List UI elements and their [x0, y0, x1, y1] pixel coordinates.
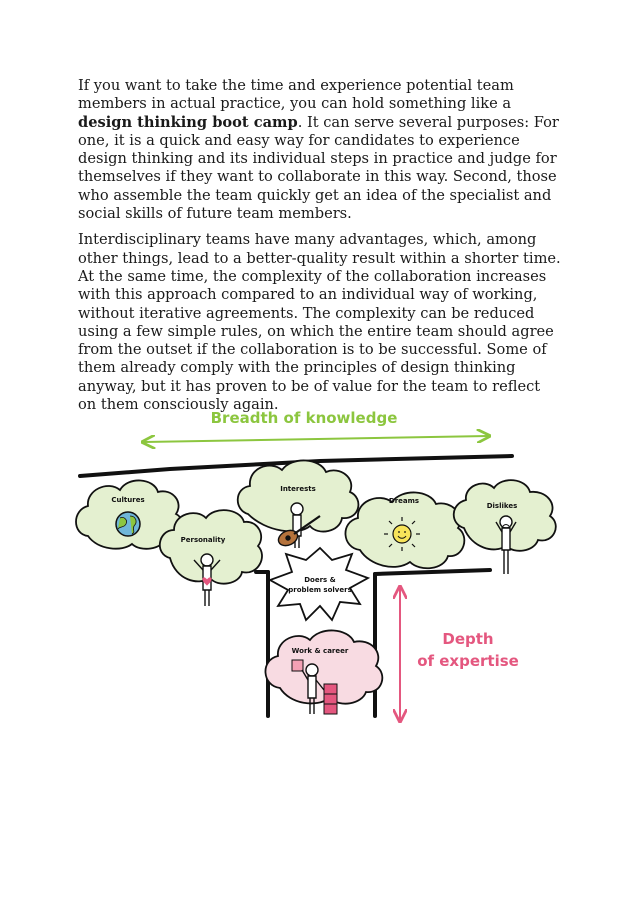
cloud-work-label: Work & career: [291, 647, 349, 655]
paragraph-1-end: . It can serve several purposes: For one, it is a quick and easy way for candidates to experience design thinking and its individual steps in practice and judge for themselves if they want to collaborate in this way. Second, those who assemble the team quickly get an idea of the specialist and social skills of future team members.: [78, 113, 559, 223]
cloud-personality-label: Personality: [180, 536, 226, 544]
cloud-work-career: [265, 630, 382, 714]
cloud-dislikes: [454, 480, 556, 574]
depth-label-line1: Depth: [442, 630, 494, 648]
t-shape-right-corner: [375, 570, 490, 574]
cloud-personality: [160, 510, 262, 606]
depth-label-line2: of expertise: [417, 652, 519, 670]
boot-camp-term: design thinking boot camp: [78, 113, 298, 131]
cloud-interests-label: Interests: [280, 485, 316, 493]
starburst-shape: [270, 548, 368, 620]
breadth-of-knowledge-label: Breadth of knowledge: [210, 409, 398, 427]
paragraph-boot-camp: [78, 77, 562, 223]
starburst-doers: [270, 548, 368, 620]
paragraph-1-start: If you want to take the time and experience potential team members in actual practice, you can hold something like a: [78, 77, 514, 113]
illustration-svg: [70, 398, 570, 738]
t-shaped-team-illustration: [70, 398, 570, 738]
cloud-dreams-label: Dreams: [388, 497, 420, 505]
breadth-arrow: [144, 436, 488, 442]
cloud-cultures-label: Cultures: [111, 496, 145, 504]
starburst-label-line2: problem solvers: [288, 586, 352, 594]
globe-icon: [116, 512, 140, 536]
cloud-dreams: [345, 492, 464, 568]
cloud-dislikes-label: Dislikes: [486, 502, 518, 510]
paragraph-interdisciplinary: Interdisciplinary teams have many advantages, which, among other things, lead to a better-quality result within a shorter time. At the same time, the complexity of the collaboration increases with this approach compared to an individual way of working, without iterative agreements. The complexity can be reduced using a few simple rules, on which the entire team should agree from the outset if the collaboration is to be successful. Some of them already comply with the principles of design thinking anyway, but it has proven to be of value for the team to reflect on them consciously again.: [78, 231, 561, 414]
body-text: [78, 77, 562, 422]
starburst-label-line1: Doers &: [304, 576, 336, 584]
